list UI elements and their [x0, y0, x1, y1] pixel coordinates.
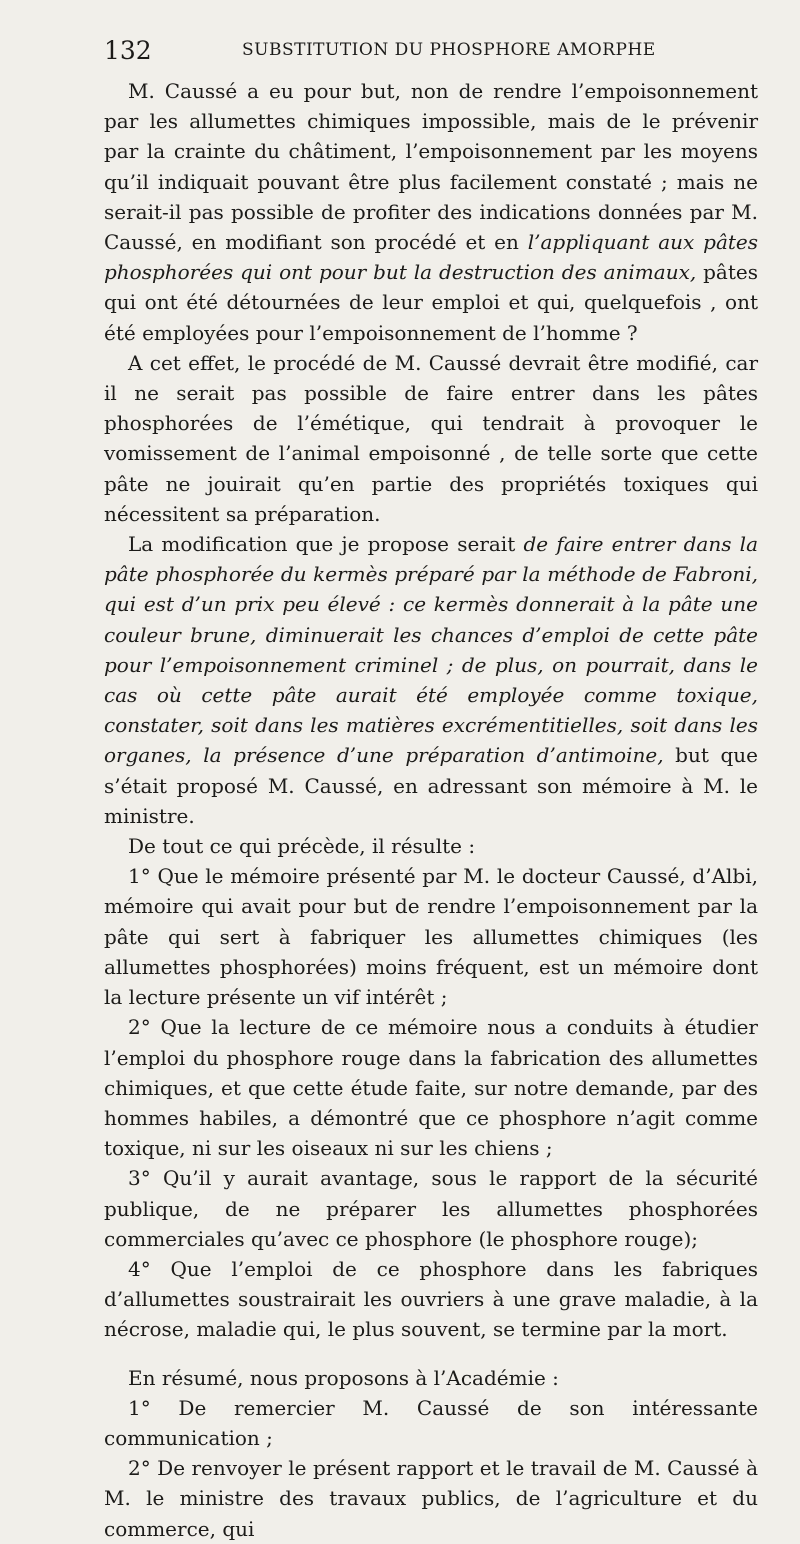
italic-text: de faire entrer dans la pâte phosphorée du kermès préparé par la méthode de Fabroni, qui est d’un prix peu élevé : ce kermès donnerait à la pâte une couleur brune, diminuerait les chances d’emploi de cette pâte pour l’empoisonnement criminel ; de plus, on pourrait, dans le cas où cette pâte aurait été employée comme toxique, constater, soit dans les matières excrémentitielles, soit dans les organes, la présence d’une préparation d’antimoine,	[104, 532, 759, 768]
text-run: M. Caussé a eu pour but, non de rendre l’empoisonnement par les allumettes chimiques impossible, mais de le prévenir par la crainte du châtiment, l’empoisonnement par les moyens qu’il indiquait pouvant être plus facilement constaté ; mais ne serait-il pas possible de profiter des indications données par M. Caussé, en modifiant son procédé et en	[104, 79, 758, 255]
paragraph	[104, 1254, 758, 1345]
text-run: but que s’était proposé M. Caussé, en adressant son mémoire à M. le ministre.	[104, 743, 758, 828]
page-number: 132	[104, 36, 152, 65]
paragraph	[104, 1163, 758, 1254]
paragraph	[104, 861, 758, 1012]
paragraph	[104, 1453, 758, 1544]
paragraph	[104, 1393, 758, 1453]
body-text	[104, 76, 758, 1544]
text-run: A cet effet, le procédé de M. Caussé devrait être modifié, car il ne serait pas possible de faire entrer dans les pâtes phosphorées de l’émétique, qui tendrait à provoquer le vomissement de l’animal empoisonné , de telle sorte que cette pâte ne jouirait qu’en partie des propriétés toxiques qui nécessitent sa préparation.	[104, 350, 758, 526]
paragraph	[104, 1363, 758, 1393]
text-run: 4° Que l’emploi de ce phosphore dans les fabriques d’allumettes soustrairait les ouvriers à une grave maladie, à la nécrose, maladie qui, le plus souvent, se termine par la mort.	[104, 1256, 758, 1342]
paragraph	[104, 529, 758, 831]
running-head: SUBSTITUTION DU PHOSPHORE AMORPHE	[242, 40, 656, 60]
text-run: pâtes qui ont été détournées de leur emploi et qui, quelquefois , ont été employées pour l’empoisonnement de l’homme ?	[104, 260, 758, 345]
text-run: La modification que je propose serait	[128, 532, 524, 557]
page-header	[104, 36, 758, 68]
text-run: 2° Que la lecture de ce mémoire nous a conduits à étudier l’emploi du phosphore rouge dans la fabrication des allumettes chimiques, et que cette étude faite, sur notre demande, par des hommes habiles, a démontré que ce phosphore n’agit comme toxique, ni sur les oiseaux ni sur les chiens ;	[104, 1015, 758, 1161]
text-run: De tout ce qui précède, il résulte :	[128, 834, 476, 859]
text-run: 1° De remercier M. Caussé de son intéressante communication ;	[104, 1395, 758, 1450]
text-run: 2° De renvoyer le présent rapport et le travail de M. Caussé à M. le ministre des travaux publics, de l’agriculture et du commerce, qui	[104, 1456, 758, 1541]
text-run: 1° Que le mémoire présenté par M. le docteur Caussé, d’Albi, mémoire qui avait pour but de rendre l’empoisonnement par la pâte qui sert à fabriquer les allumettes chimiques (les allumettes phosphorées) moins fréquent, est un mémoire dont la lecture présente un vif intérêt ;	[104, 864, 758, 1010]
italic-text: l’appliquant aux pâtes phosphorées qui ont pour but la destruction des animaux,	[104, 230, 758, 285]
text-run: 3° Qu’il y aurait avantage, sous le rapport de la sécurité publique, de ne préparer les allumettes phosphorées commerciales qu’avec ce phosphore (le phosphore rouge);	[104, 1166, 758, 1251]
paragraph	[104, 831, 758, 861]
paragraph	[104, 348, 758, 529]
paragraph	[104, 76, 758, 348]
text-run: En résumé, nous proposons à l’Académie :	[128, 1365, 559, 1390]
paragraph	[104, 1012, 758, 1163]
